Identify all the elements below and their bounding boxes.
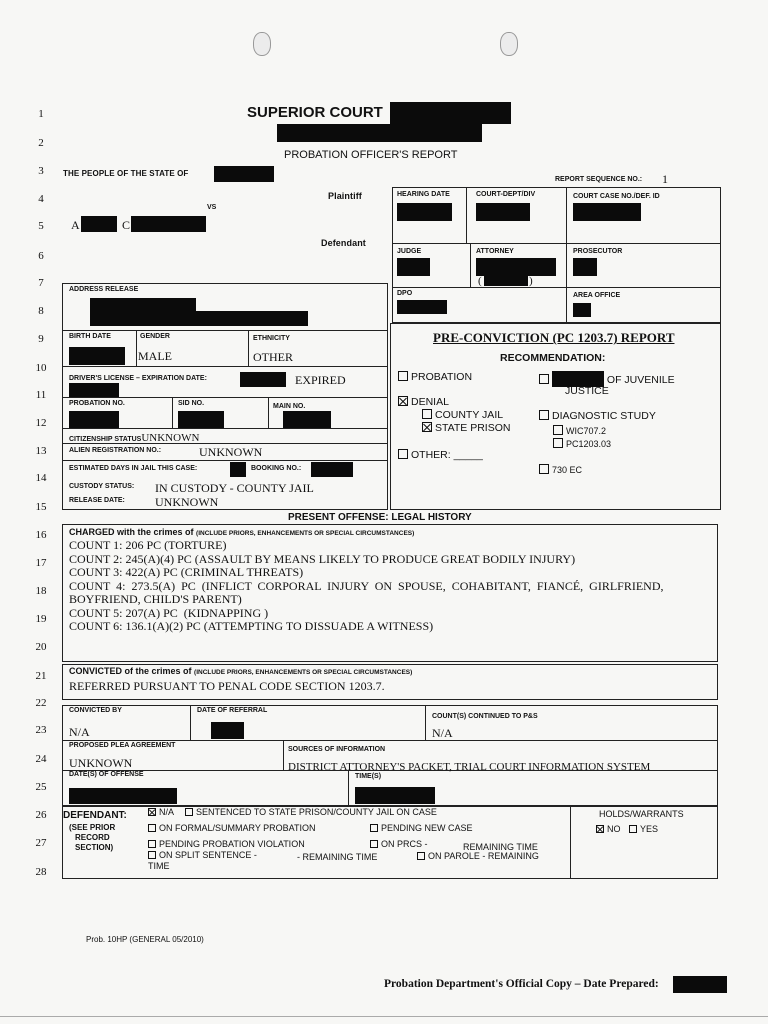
counts-continued-value: N/A	[432, 726, 453, 740]
charged-note: (INCLUDE PRIORS, ENHANCEMENTS OR SPECIAL CIRCUMSTANCES)	[196, 530, 415, 537]
dates-of-offense-label: DATE(S) OF OFFENSE	[69, 771, 144, 778]
convicted-label-text: CONVICTED of the crimes of	[69, 666, 192, 676]
holds-no[interactable]	[596, 824, 621, 834]
prcs-checkbox[interactable]	[370, 840, 378, 848]
redaction	[69, 383, 119, 397]
see-prior-2: RECORD	[75, 833, 110, 842]
status-split-sentence[interactable]	[148, 850, 257, 860]
probation-checkbox[interactable]	[398, 371, 408, 381]
see-prior-1: (SEE PRIOR	[69, 823, 116, 832]
count-line: COUNT 4: 273.5(A) PC (INFLICT CORPORAL INJURY ON SPOUSE, COHABITANT, FIANCÉ, GIRLFRIEND,	[69, 578, 664, 593]
date-of-referral-label: DATE OF REFERRAL	[197, 707, 268, 714]
redaction	[673, 976, 727, 993]
line-number: 28	[35, 866, 47, 878]
pending-violation-label: PENDING PROBATION VIOLATION	[159, 839, 305, 849]
option-730ec[interactable]	[539, 464, 582, 475]
redaction	[90, 311, 308, 326]
pending-new-case-label: PENDING NEW CASE	[381, 823, 473, 833]
count-line: COUNT 6: 136.1(A)(2) PC (ATTEMPTING TO DISSUADE A WITNESS)	[69, 619, 434, 633]
release-date-value: UNKNOWN	[155, 495, 219, 509]
option-pc[interactable]	[553, 438, 611, 449]
na-checkbox[interactable]	[148, 808, 156, 816]
gender-value: MALE	[138, 349, 172, 363]
juvenile-checkbox[interactable]	[539, 374, 549, 384]
counts-continued-label: COUNT(S) CONTINUED TO P&S	[432, 713, 538, 720]
option-wic[interactable]	[553, 425, 606, 436]
line-number: 5	[38, 220, 44, 232]
formal-probation-label: ON FORMAL/SUMMARY PROBATION	[159, 823, 316, 833]
redaction	[390, 102, 511, 124]
custody-status-label: CUSTODY STATUS:	[69, 483, 135, 490]
status-sentenced[interactable]	[185, 807, 437, 817]
split-sentence-label: ON SPLIT SENTENCE -	[159, 850, 257, 860]
drivers-license-label: DRIVER'S LICENSE – EXPIRATION DATE:	[69, 375, 207, 382]
redaction	[69, 788, 177, 804]
punch-hole-left	[253, 32, 271, 56]
alien-reg-label: ALIEN REGISTRATION NO.:	[69, 447, 162, 454]
hearing-date-label: HEARING DATE	[397, 191, 450, 198]
option-diagnostic-study[interactable]	[539, 410, 656, 422]
prosecutor-label: PROSECUTOR	[573, 248, 623, 255]
status-na[interactable]	[148, 807, 174, 817]
line-number: 6	[38, 250, 44, 262]
holds-yes-label: YES	[640, 824, 659, 834]
defendant-label: Defendant	[321, 238, 366, 248]
plaintiff-label: Plaintiff	[328, 191, 362, 201]
ec-checkbox[interactable]	[539, 464, 549, 474]
redaction	[476, 203, 530, 221]
option-county-jail[interactable]	[422, 409, 503, 421]
attorney-label: ATTORNEY	[476, 248, 514, 255]
est-days-label: ESTIMATED DAYS IN JAIL THIS CASE:	[69, 465, 198, 472]
parole-checkbox[interactable]	[417, 852, 425, 860]
split-sentence-checkbox[interactable]	[148, 851, 156, 859]
alien-reg-value: UNKNOWN	[199, 445, 263, 459]
prcs-label: ON PRCS -	[381, 839, 428, 849]
pc-checkbox[interactable]	[553, 438, 563, 448]
official-copy-label: Probation Department's Official Copy – Date Prepared:	[384, 978, 659, 990]
redaction	[240, 372, 286, 387]
pc-label: PC1203.03	[566, 439, 612, 449]
probation-label: PROBATION	[411, 371, 473, 383]
defendant-initial-1: A	[71, 218, 80, 232]
report-title: PROBATION OFFICER'S REPORT	[284, 149, 458, 161]
convicted-label	[69, 666, 412, 676]
punch-hole-right	[500, 32, 518, 56]
holds-no-checkbox[interactable]	[596, 825, 604, 833]
present-offense-heading: PRESENT OFFENSE: LEGAL HISTORY	[288, 512, 472, 523]
court-dept-label: COURT-DEPT/DIV	[476, 191, 536, 198]
count-line: COUNT 2: 245(A)(4) PC (ASSAULT BY MEANS LIKELY TO PRODUCE GREAT BODILY INJURY)	[69, 551, 576, 566]
parole-label: ON PAROLE - REMAINING	[428, 851, 539, 861]
line-number: 4	[38, 193, 44, 205]
redaction	[69, 347, 125, 365]
redaction	[573, 258, 597, 276]
sources-label: SOURCES OF INFORMATION	[288, 746, 386, 753]
charged-label-text: CHARGED with the crimes of	[69, 527, 194, 537]
status-parole[interactable]	[417, 851, 539, 861]
line-number: 22	[35, 697, 47, 709]
redaction	[476, 258, 556, 276]
plea-value: UNKNOWN	[69, 756, 133, 770]
judge-label: JUDGE	[397, 248, 422, 255]
redaction	[230, 462, 246, 477]
redaction	[131, 216, 206, 232]
redaction	[484, 276, 528, 286]
line-number: 8	[38, 305, 44, 317]
line-number: 27	[35, 837, 47, 849]
main-no-label: MAIN NO.	[273, 403, 306, 410]
court-title: SUPERIOR COURT	[247, 104, 383, 121]
defendant-initial-2: C	[122, 218, 131, 232]
diagnostic-label: DIAGNOSTIC STUDY	[552, 410, 656, 422]
line-number: 16	[35, 529, 47, 541]
see-prior-3: SECTION)	[75, 843, 114, 852]
convicted-by-value: N/A	[69, 725, 90, 739]
option-other[interactable]	[398, 449, 483, 461]
line-number: 20	[35, 641, 47, 653]
page-bottom-edge	[0, 1016, 768, 1017]
citizenship-value: UNKNOWN	[141, 432, 200, 444]
other-checkbox[interactable]	[398, 449, 408, 459]
line-number: 14	[35, 472, 47, 484]
people-label: THE PEOPLE OF THE STATE OF	[63, 169, 189, 178]
redaction	[277, 124, 482, 142]
na-label: N/A	[159, 807, 175, 817]
redaction	[214, 166, 274, 182]
area-office-label: AREA OFFICE	[573, 292, 621, 299]
split-remaining-time: - REMAINING TIME	[297, 852, 378, 862]
times-label: TIME(S)	[355, 773, 382, 780]
redaction	[397, 203, 452, 221]
state-prison-checkbox[interactable]	[422, 422, 432, 432]
court-case-label: COURT CASE NO./DEF. ID	[573, 193, 660, 200]
count-list	[69, 539, 714, 634]
gender-label: GENDER	[140, 333, 170, 340]
line-number: 17	[35, 557, 47, 569]
line-number: 19	[35, 613, 47, 625]
redaction	[573, 303, 591, 317]
status-pending-new-case[interactable]	[370, 823, 473, 833]
birth-date-label: BIRTH DATE	[69, 333, 111, 340]
redaction	[355, 787, 435, 804]
line-number: 23	[35, 724, 47, 736]
custody-status-value: IN CUSTODY - COUNTY JAIL	[155, 481, 314, 495]
holds-yes[interactable]	[629, 824, 658, 834]
vs-label: VS	[207, 204, 217, 211]
citizenship-label-text: CITIZENSHIP STATUS	[69, 436, 142, 443]
sentenced-checkbox[interactable]	[185, 808, 193, 816]
defendant-status-label: DEFENDANT:	[63, 810, 127, 821]
line-number: 18	[35, 585, 47, 597]
other-blank: _____	[453, 449, 483, 461]
form-id: Prob. 10HP (GENERAL 05/2010)	[86, 935, 204, 944]
redaction	[178, 411, 224, 428]
report-sequence-label: REPORT SEQUENCE NO.:	[555, 176, 643, 183]
line-number: 24	[35, 753, 47, 765]
formal-probation-checkbox[interactable]	[148, 824, 156, 832]
split-time: TIME	[148, 861, 170, 871]
status-pending-violation[interactable]	[148, 839, 305, 849]
attorney-paren-open: (	[478, 275, 482, 287]
redaction	[397, 300, 447, 314]
ethnicity-label: ETHNICITY	[253, 335, 290, 342]
line-number: 13	[35, 445, 47, 457]
pending-new-case-checkbox[interactable]	[370, 824, 378, 832]
redaction	[311, 462, 353, 477]
line-number: 2	[38, 137, 44, 149]
dpo-label: DPO	[397, 290, 413, 297]
redaction	[69, 411, 119, 428]
state-prison-label: STATE PRISON	[435, 422, 511, 434]
option-state-prison[interactable]	[422, 422, 510, 434]
county-jail-label: COUNTY JAIL	[435, 409, 504, 421]
option-denial[interactable]	[398, 396, 449, 408]
holds-yes-checkbox[interactable]	[629, 825, 637, 833]
diagnostic-checkbox[interactable]	[539, 410, 549, 420]
redaction	[90, 298, 196, 311]
line-number: 25	[35, 781, 47, 793]
line-number: 15	[35, 501, 47, 513]
charged-label	[69, 527, 414, 537]
release-date-label: RELEASE DATE:	[69, 497, 125, 504]
line-number: 21	[35, 670, 47, 682]
wic-checkbox[interactable]	[553, 425, 563, 435]
line-number: 12	[35, 417, 47, 429]
count-line: COUNT 3: 422(A) PC (CRIMINAL THREATS)	[69, 565, 304, 579]
sentenced-label: SENTENCED TO STATE PRISON/COUNTY JAIL ON CASE	[196, 807, 437, 817]
recommendation-title: PRE-CONVICTION (PC 1203.7) REPORT	[433, 330, 675, 345]
redaction	[81, 216, 117, 232]
citizenship-label	[69, 432, 199, 444]
option-probation[interactable]	[398, 371, 472, 383]
drivers-license-value: EXPIRED	[295, 373, 346, 387]
holds-no-label: NO	[607, 824, 621, 834]
ec-label: 730 EC	[552, 465, 583, 475]
report-sequence-value: 1	[662, 172, 668, 186]
sources-value: DISTRICT ATTORNEY'S PACKET, TRIAL COURT INFORMATION SYSTEM	[288, 761, 651, 773]
line-number: 10	[35, 362, 47, 374]
convicted-note: (INCLUDE PRIORS, ENHANCEMENTS OR SPECIAL CIRCUMSTANCES)	[194, 669, 413, 676]
of-juvenile-label: OF JUVENILE	[606, 374, 675, 386]
justice-label: JUSTICE	[565, 385, 609, 397]
plea-label: PROPOSED PLEA AGREEMENT	[69, 742, 176, 749]
line-number: 11	[35, 389, 47, 401]
pending-violation-checkbox[interactable]	[148, 840, 156, 848]
prcs-remaining-time: REMAINING TIME	[463, 842, 538, 852]
holds-label: HOLDS/WARRANTS	[599, 809, 684, 819]
count-line: BOYFRIEND, CHILD'S PARENT)	[69, 592, 242, 606]
recommendation-subtitle: RECOMMENDATION:	[500, 352, 606, 364]
count-line: COUNT 5: 207(A) PC (KIDNAPPING )	[69, 605, 269, 620]
other-label: OTHER:	[411, 449, 451, 461]
redaction	[211, 722, 244, 739]
line-number: 1	[38, 108, 44, 120]
denial-label: DENIAL	[411, 396, 449, 408]
wic-label: WIC707.2	[566, 426, 607, 436]
line-number: 3	[38, 165, 44, 177]
status-formal-probation[interactable]	[148, 823, 316, 833]
address-release-label: ADDRESS RELEASE	[69, 286, 139, 293]
redaction	[283, 411, 331, 428]
line-number: 7	[38, 277, 44, 289]
line-number: 9	[38, 333, 44, 345]
count-line: COUNT 1: 206 PC (TORTURE)	[69, 538, 227, 552]
status-prcs[interactable]	[370, 839, 428, 849]
redaction	[573, 203, 641, 221]
sid-no-label: SID NO.	[178, 400, 205, 407]
probation-no-label: PROBATION NO.	[69, 400, 125, 407]
booking-no-label: BOOKING NO.:	[251, 465, 302, 472]
county-jail-checkbox[interactable]	[422, 409, 432, 419]
convicted-by-label: CONVICTED BY	[69, 707, 122, 714]
ethnicity-value: OTHER	[253, 350, 293, 364]
redaction	[397, 258, 430, 276]
denial-checkbox[interactable]	[398, 396, 408, 406]
attorney-paren-close: )	[529, 275, 533, 287]
convicted-value: REFERRED PURSUANT TO PENAL CODE SECTION 1203.7.	[69, 679, 385, 693]
line-number: 26	[35, 809, 47, 821]
